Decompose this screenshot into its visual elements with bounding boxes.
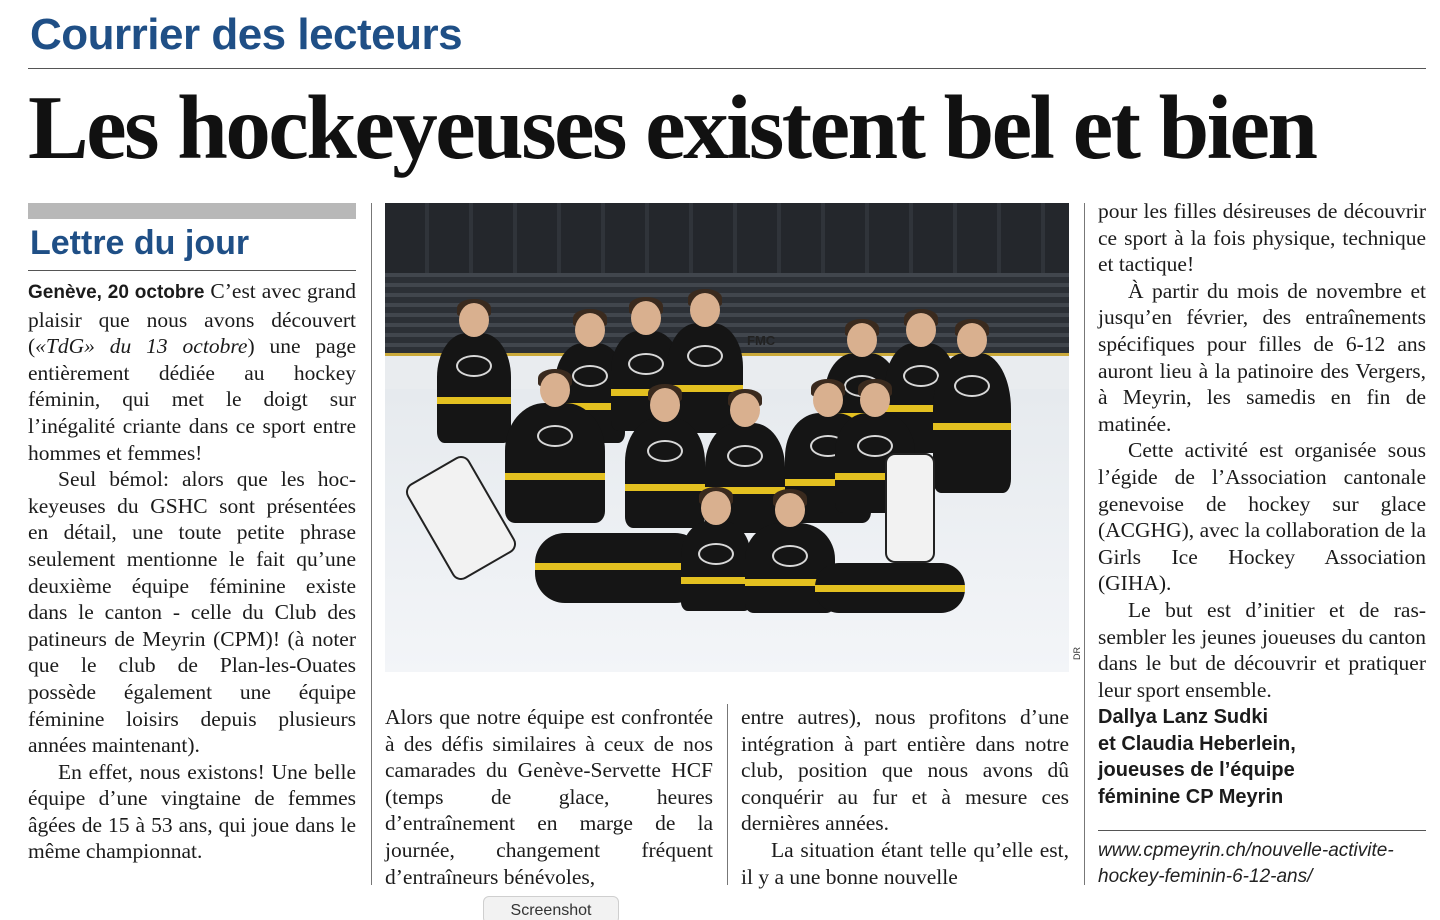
player-figure xyxy=(625,418,705,528)
column-bar xyxy=(28,203,356,219)
screenshot-tooltip: Screenshot xyxy=(483,896,619,920)
paragraph: entre autres), nous profitons d’une intégration à part entière dans notre club, position que nous avons dû conquérir au fur et à mesure ces dernières années. xyxy=(741,705,1069,836)
signature-line: féminine CP Meyrin xyxy=(1098,785,1284,808)
signature-line: et Claudia Heberlein, xyxy=(1098,732,1296,755)
column-divider xyxy=(727,704,728,885)
player-figure xyxy=(437,333,511,443)
citation: «TdG» du 13 octobre xyxy=(35,334,248,359)
column-4 xyxy=(1098,198,1426,703)
paragraph: En effet, nous existons! Une belle équipe d’une vingtaine de femmes âgées de 15 à 53 ans, qui joue dans le même championnat. xyxy=(28,759,356,864)
dateline: Genève, 20 octobre xyxy=(28,282,205,303)
signature-line: joueuses de l’équipe xyxy=(1098,759,1295,782)
arena-roof xyxy=(385,203,1069,273)
player-figure xyxy=(933,353,1011,493)
text-run: C’est avec grand plaisir que nous avons découvert ( xyxy=(28,279,357,359)
column-3 xyxy=(741,704,1069,890)
paragraph: Seul bémol: alors que les hockeyeuses du GSHC sont présentées en détail, une toute petite phrase seulement mentionne le fait qu’une deuxième équipe féminine existe dans le canton - celle du Club des patineurs de Meyrin (CPM)! (à noter que le club de Plan-les-Ouates possède également une équipe féminine loisirs depuis plusieurs années maintenant). xyxy=(28,467,356,758)
column-divider xyxy=(1084,203,1085,885)
text-run: ) une page entièrement dédiée au hockey féminin, qui met le doigt sur l’inégalité criante dans ce sport entre hommes et femmes! xyxy=(28,334,356,465)
player-figure xyxy=(535,533,705,603)
signature-line: Dallya Lanz Sudki xyxy=(1098,706,1269,728)
column-2 xyxy=(385,704,713,890)
player-figure xyxy=(505,403,605,523)
board-sponsor-text: FMC xyxy=(747,333,776,348)
goalie-pad xyxy=(885,453,935,563)
column-divider xyxy=(371,203,372,885)
signature-rule xyxy=(1098,830,1426,831)
player-figure xyxy=(681,521,751,611)
letter-label: Lettre du jour xyxy=(30,224,250,262)
paragraph xyxy=(28,278,356,466)
paragraph: Le but est d’initier et de rassembler les jeunes joueuses du canton dans le but de découvrir et pratiquer leur sport ensemble. xyxy=(1098,597,1426,702)
paragraph: Alors que notre équipe est confrontée à des défis similaires à ceux de nos camarades du Genève-Servette HCF (temps de glace, heures d’entraînement en marge de la journée, changement fréquent d’entraîneurs bénévoles, xyxy=(385,705,713,889)
paragraph: À partir du mois de novembre et jusqu’en février, des entraînements spécifiques pour filles de 6-12 ans auront lieu à la patinoire des Vergers, à Meyrin, les samedis en fin de matinée. xyxy=(1098,278,1426,436)
section-rubric: Courrier des lecteurs xyxy=(30,10,463,59)
reference-url[interactable]: www.cpmeyrin.ch/nouvelle-activite-hockey-feminin-6-12-ans/ xyxy=(1098,840,1394,887)
letter-signature xyxy=(1098,704,1428,810)
team-photo xyxy=(385,203,1069,672)
player-figure xyxy=(815,563,965,613)
photo-credit: DR xyxy=(1072,647,1082,660)
top-rule xyxy=(28,68,1426,69)
paragraph: Cette activité est organisée sous l’égide de l’Association cantonale genevoise de hockey sur glace (ACGHG), avec la collaboration de la Girls Ice Hockey Association (GIHA). xyxy=(1098,438,1426,596)
paragraph: pour les filles désireuses de découvrir ce sport à la fois physique, technique et tactique! xyxy=(1098,199,1426,277)
article-headline: Les hockeyeuses existent bel et bien xyxy=(28,77,1316,178)
column-1 xyxy=(28,278,356,865)
letter-rule xyxy=(28,270,356,271)
paragraph: La situation étant telle qu’elle est, il y a une bonne nouvelle xyxy=(741,837,1069,889)
